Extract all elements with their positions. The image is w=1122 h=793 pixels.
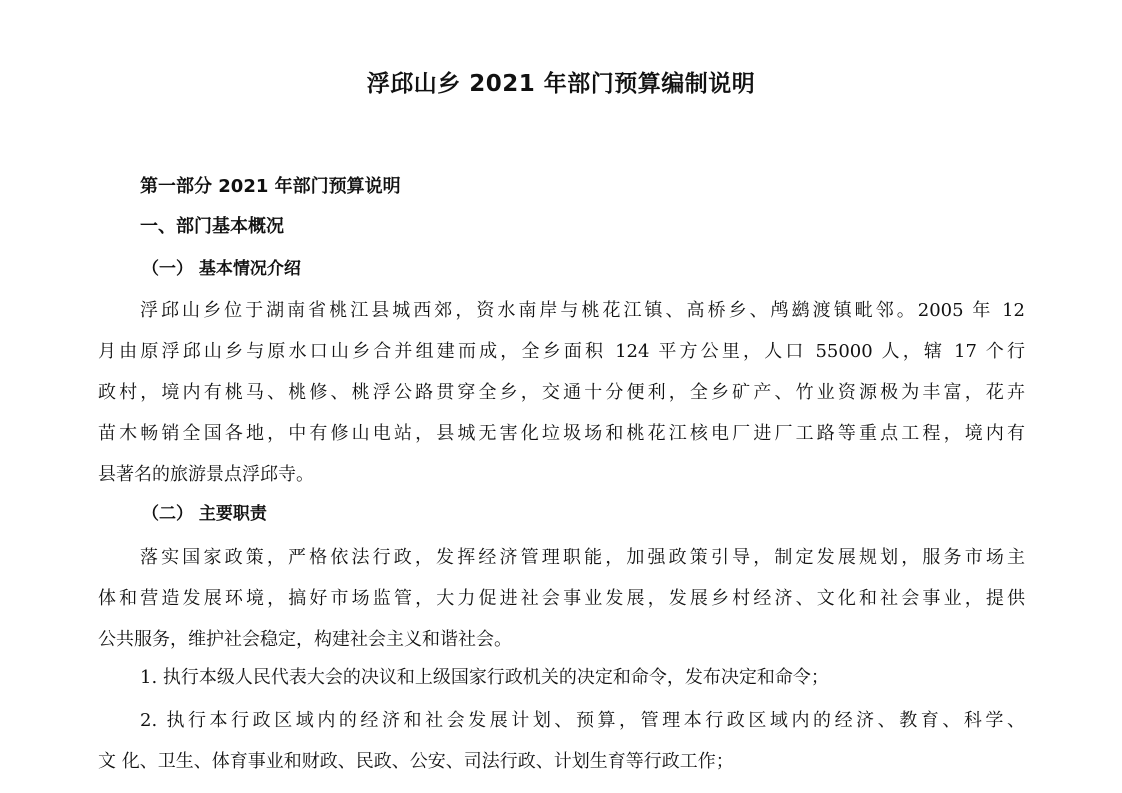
paragraph-line: 落实国家政策，严格依法行政，发挥经济管理职能，加强政策引导，制定发展规划，服务市场主 (140, 547, 1025, 568)
paragraph-line: 2. 执行本行政区域内的经济和社会发展计划、预算，管理本行政区域内的经济、教育、科学、 (140, 710, 1025, 731)
part-heading: 第一部分 2021 年部门预算说明 (140, 176, 401, 197)
paragraph-main-duties (98, 537, 1025, 660)
duty-item-2 (98, 700, 1025, 782)
paragraph-line: 浮邱山乡位于湖南省桃江县城西郊，资水南岸与桃花江镇、高桥乡、鸬鹚渡镇毗邻。2005 年 12 (140, 300, 1025, 321)
paragraph-line: 月由原浮邱山乡与原水口山乡合并组建而成，全乡面积 124 平方公里，人口 55000 人，辖 17 个行 (98, 341, 1025, 362)
subsection-heading-basic-info: （一） 基本情况介绍 (142, 259, 301, 279)
duty-item-1: 1. 执行本级人民代表大会的决议和上级国家行政机关的决定和命令，发布决定和命令； (140, 667, 829, 688)
paragraph-line: 体和营造发展环境，搞好市场监管，大力促进社会事业发展，发展乡村经济、文化和社会事业，提供 (98, 588, 1025, 609)
paragraph-line: 县著名的旅游景点浮邱寺。 (98, 464, 314, 485)
paragraph-line: 公共服务，维护社会稳定，构建社会主义和谐社会。 (98, 629, 512, 650)
section-heading-basic-overview: 一、部门基本概况 (140, 216, 284, 237)
paragraph-line: 苗木畅销全国各地，中有修山电站，县城无害化垃圾场和桃花江核电厂进厂工路等重点工程，境内有 (98, 423, 1025, 444)
document-title: 浮邱山乡 2021 年部门预算编制说明 (366, 71, 756, 97)
paragraph-line: 政村，境内有桃马、桃修、桃浮公路贯穿全乡，交通十分便利，全乡矿产、竹业资源极为丰富，花卉 (98, 382, 1025, 403)
paragraph-basic-info (98, 290, 1025, 495)
subsection-heading-text: （二） 主要职责 (142, 504, 267, 524)
subsection-heading-main-duties (142, 499, 267, 529)
paragraph-line: 文 化、卫生、体育事业和财政、民政、公安、司法行政、计划生育等行政工作； (98, 751, 734, 772)
